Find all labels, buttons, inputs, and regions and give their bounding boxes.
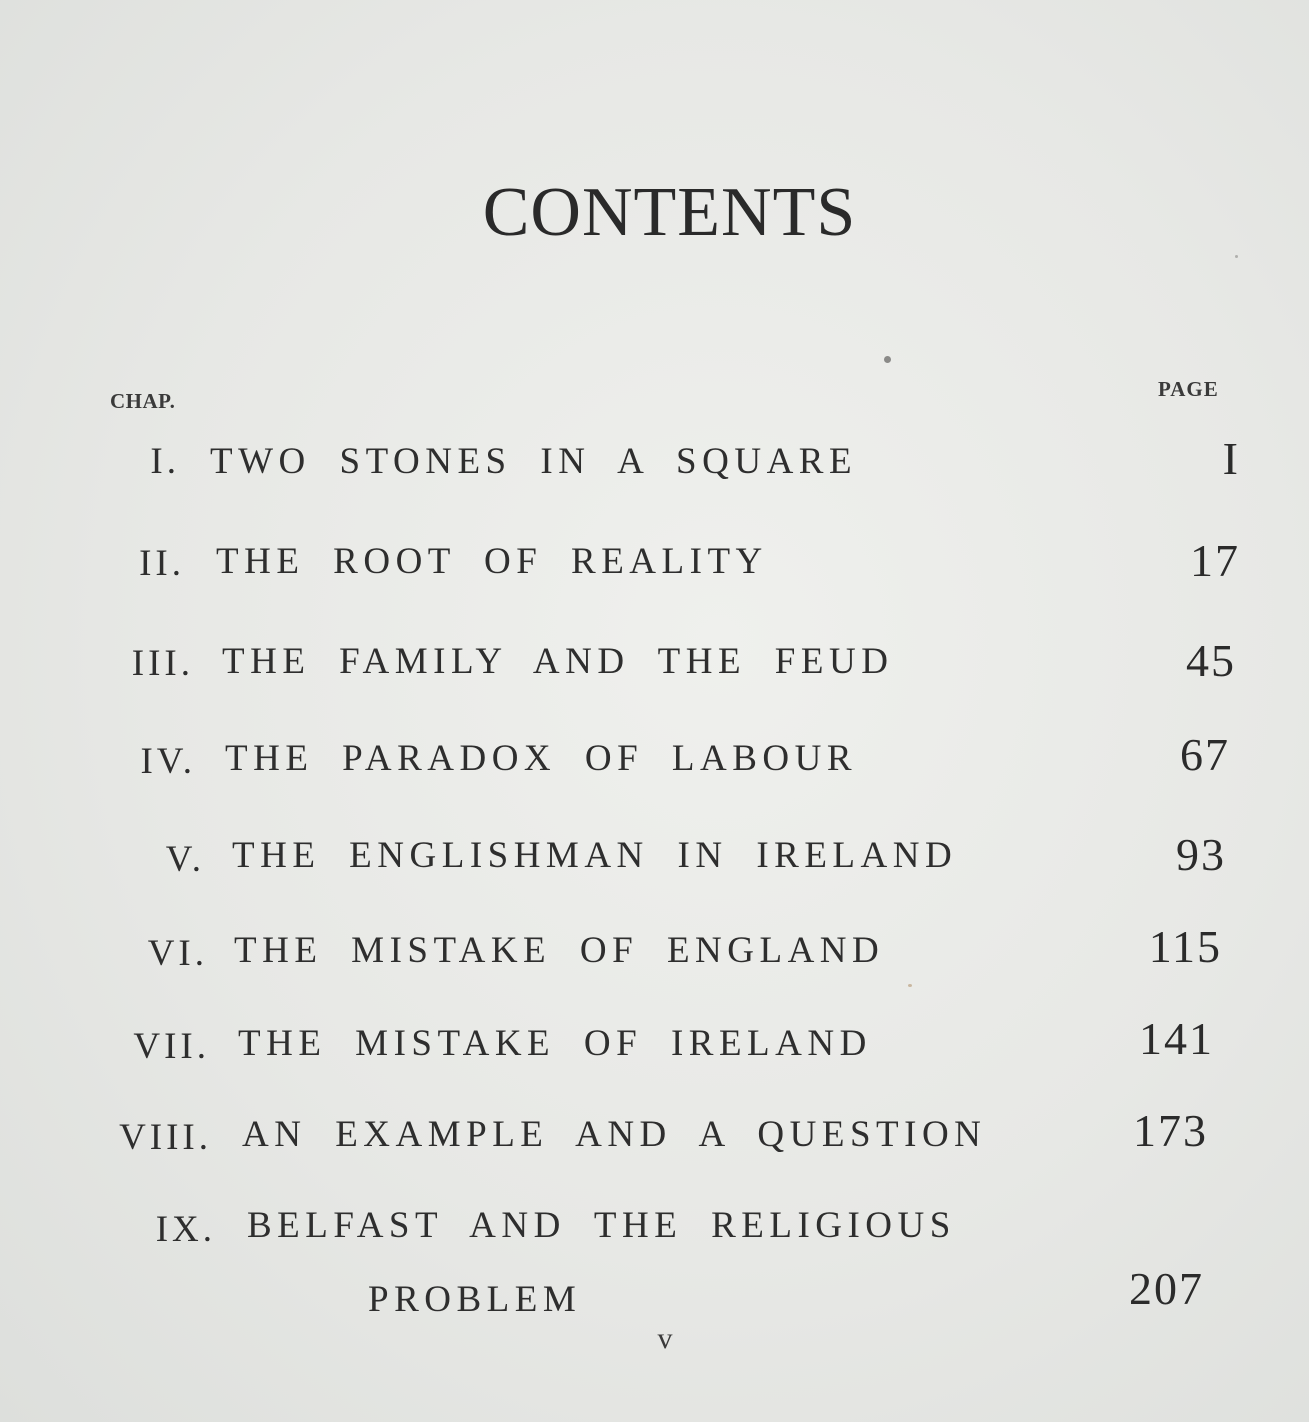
chapter-number: VI. — [147, 933, 208, 974]
page-folio: v — [657, 1322, 673, 1355]
chapter-title: TWO STONES IN A SQUARE — [210, 441, 858, 482]
chapter-title: THE ROOT OF REALITY — [216, 541, 768, 582]
chapter-number: III. — [131, 643, 194, 684]
paper-speck — [908, 984, 912, 987]
chapter-title: THE PARADOX OF LABOUR — [225, 738, 858, 779]
chapter-title: AN EXAMPLE AND A QUESTION — [242, 1114, 987, 1155]
chapter-page-number: 67 — [1180, 729, 1230, 780]
chapter-page-number: 173 — [1133, 1105, 1208, 1156]
chapter-number: I. — [150, 441, 180, 482]
chapter-page-number: 115 — [1148, 921, 1222, 972]
chapter-title: BELFAST AND THE RELIGIOUS — [247, 1205, 956, 1246]
chapter-page-number: 93 — [1176, 829, 1226, 880]
chapter-title: THE MISTAKE OF IRELAND — [238, 1023, 872, 1064]
paper-speck — [1235, 255, 1238, 258]
page-column-header: PAGE — [1158, 377, 1219, 401]
chapter-title: THE ENGLISHMAN IN IRELAND — [232, 835, 958, 876]
chapter-page-number: 141 — [1139, 1013, 1214, 1064]
chapter-title: THE MISTAKE OF ENGLAND — [234, 930, 885, 971]
chapter-page-number: 207 — [1129, 1263, 1204, 1314]
chapter-title-continuation: PROBLEM — [368, 1279, 582, 1320]
chapter-number: V. — [165, 839, 205, 880]
chapter-number: IV. — [140, 741, 196, 782]
chapter-page-number: 45 — [1186, 635, 1236, 686]
paper-speck — [884, 356, 891, 363]
chapter-number: IX. — [155, 1209, 216, 1250]
chapter-page-number: I — [1222, 433, 1240, 484]
page-title: CONTENTS — [482, 174, 857, 251]
chapter-number: VII. — [133, 1026, 210, 1067]
chapter-page-number: 17 — [1190, 535, 1240, 586]
chapter-number: VIII. — [119, 1117, 212, 1158]
chapter-title: THE FAMILY AND THE FEUD — [222, 641, 894, 682]
chapter-column-header: CHAP. — [110, 389, 176, 413]
chapter-number: II. — [139, 543, 185, 584]
